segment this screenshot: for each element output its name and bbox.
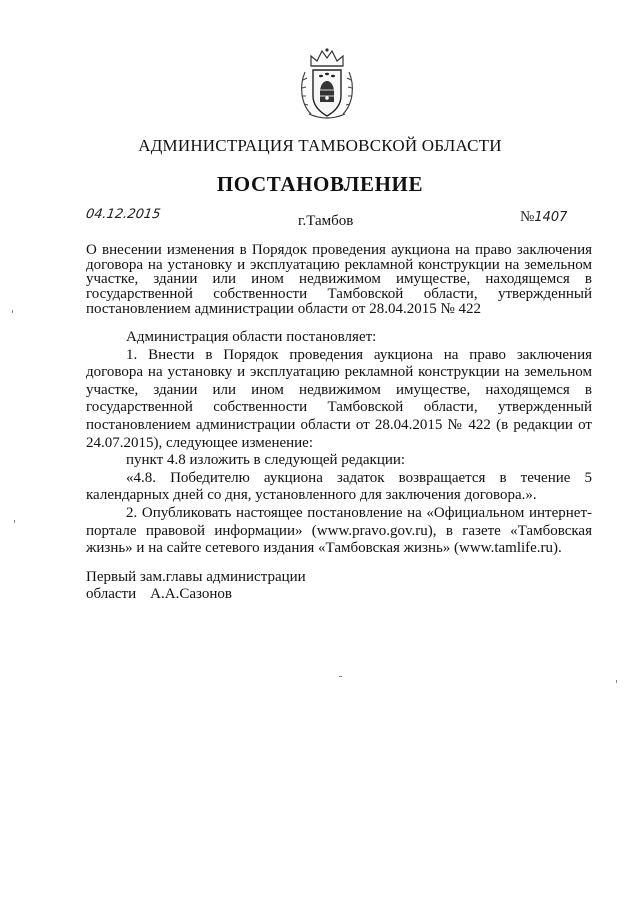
intro-paragraph: Администрация области постановляет: — [126, 329, 377, 345]
agency-name: АДМИНИСТРАЦИЯ ТАМБОВСКОЙ ОБЛАСТИ — [138, 136, 502, 155]
handwritten-date: 04.12.2015 — [84, 207, 162, 222]
item-1-sub-paragraph: пункт 4.8 изложить в следующей редакции: — [126, 452, 406, 469]
signatory-position-line2: области — [86, 586, 137, 602]
document-subject: О внесении изменения в Порядок проведения аукциона на право заключения договора на установку и эксплуатацию рекламной конструкции на земельном участке, здании или ином недвижимом имуществе, находящемся в государственной собственности Тамбовской области, утвержденный постановлением администрации области от 28.04.2015 № 422 — [86, 242, 592, 317]
item-1-paragraph: 1. Внести в Порядок проведения аукциона на право заключения договора на установку и эксплуатацию рекламной конструкции на земельном участке, здании или ином недвижимом имуществе, находящемся в государственной собственности Тамбовской области, утвержденный постановлением администрации области от 28.04.2015 № 422 (в редакции от 24.07.2015), следующее изменение: — [86, 346, 592, 451]
city-name: г.Тамбов — [298, 213, 354, 229]
signatory-name: А.А.Сазонов — [150, 586, 232, 602]
signature-block — [86, 569, 306, 603]
item-2-paragraph: 2. Опубликовать настоящее постановление на «Официальном интернет-портале правовой информации» (www.pravo.gov.ru), в газете «Тамбовская жизнь» и на сайте сетевого издания «Тамбовская жизнь» (www.tamlife.ru). — [86, 504, 592, 557]
item-1-quote-paragraph: «4.8. Победителю аукциона задаток возвращается в течение 5 календарных дней со дня, установленного для заключения договора.». — [86, 469, 592, 504]
signatory-position-line1: Первый зам.главы администрации — [86, 569, 306, 585]
scan-speck — [14, 520, 15, 523]
handwritten-number: 1407 — [534, 210, 568, 225]
scan-speck — [339, 676, 342, 677]
scan-speck — [12, 310, 13, 313]
scan-speck — [616, 680, 617, 683]
document-number — [520, 209, 567, 226]
document-body — [86, 329, 592, 558]
tambov-coat-of-arms-icon — [297, 46, 357, 122]
document-type-title: ПОСТАНОВЛЕНИЕ — [216, 172, 424, 196]
number-sign: № — [520, 209, 535, 225]
